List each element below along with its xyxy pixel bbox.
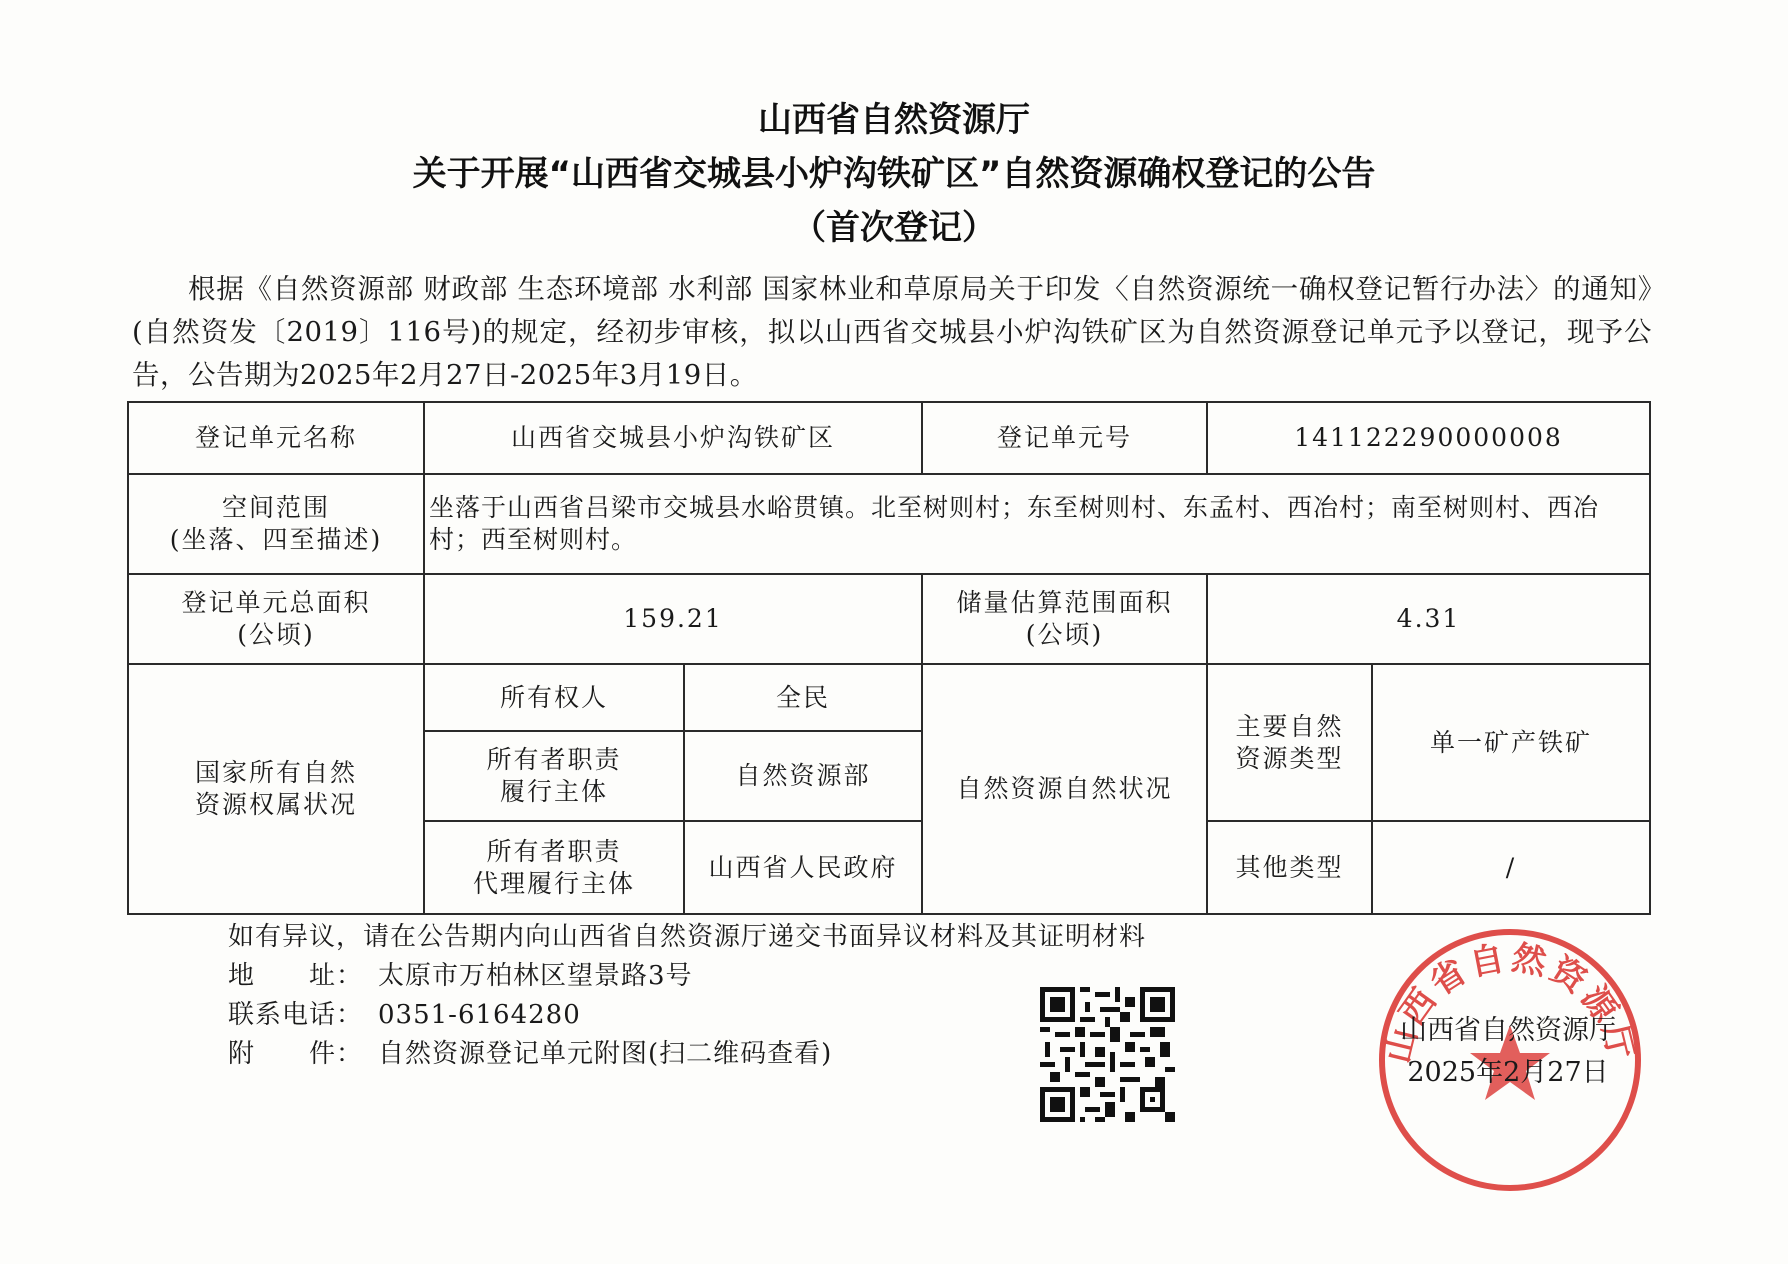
ownership-label-line2: 资源权属状况 <box>194 790 357 819</box>
duty-label-line2: 履行主体 <box>499 777 608 806</box>
phone-value: 0351-6164280 <box>378 1000 581 1030</box>
duty-label-line1: 所有者职责 <box>486 745 622 774</box>
attachment-label: 附 件： <box>228 1039 364 1069</box>
unit-no-label: 登记单元号 <box>922 402 1207 474</box>
area-label <box>128 574 424 664</box>
qr-code-icon[interactable] <box>1040 987 1175 1122</box>
table-row <box>128 664 1650 731</box>
seal-text: 山西省自然资源厅 <box>1378 937 1642 1068</box>
space-desc: 坐落于山西省吕梁市交城县水峪贯镇。北至树则村；东至树则村、东孟村、西冶村；南至树则村、西冶村；西至树则村。 <box>424 474 1650 574</box>
main-type-label <box>1207 664 1372 821</box>
footer-contact <box>228 918 1146 1074</box>
reserve-value: 4.31 <box>1207 574 1650 664</box>
other-type-label: 其他类型 <box>1207 821 1372 914</box>
other-type-value: / <box>1372 821 1650 914</box>
issuer-title: 山西省自然资源厅 <box>758 100 1030 140</box>
signature-date: 2025年2月27日 <box>1407 1057 1609 1088</box>
owner-label: 所有权人 <box>424 664 684 731</box>
duty-value: 自然资源部 <box>684 731 922 821</box>
intro-paragraph: 根据《自然资源部 财政部 生态环境部 水利部 国家林业和草原局关于印发〈自然资源统一确权登记暂行办法〉的通知》(自然资发〔2019〕116号)的规定，经初步审核，拟以山西省交城县小炉沟铁矿区为自然资源登记单元予以登记，现予公告，公告期为2025年2月27日-2025年3月19日。 <box>132 273 1652 391</box>
space-label <box>128 474 424 574</box>
main-type-value: 单一矿产铁矿 <box>1372 664 1650 821</box>
notice-title: 关于开展“山西省交城县小炉沟铁矿区”自然资源确权登记的公告 <box>412 154 1376 194</box>
agent-label <box>424 821 684 914</box>
main-type-label-line1: 主要自然 <box>1235 711 1344 741</box>
attachment-value: 自然资源登记单元附图(扫二维码查看) <box>378 1039 833 1069</box>
area-label-line1: 登记单元总面积 <box>181 588 371 617</box>
signature-org: 山西省自然资源厅 <box>1400 1015 1616 1046</box>
objection-note: 如有异议，请在公告期内向山西省自然资源厅递交书面异议材料及其证明材料 <box>228 922 1147 952</box>
ownership-label <box>128 664 424 914</box>
area-value: 159.21 <box>424 574 922 664</box>
agent-value: 山西省人民政府 <box>684 821 922 914</box>
registration-table <box>127 401 1651 915</box>
reserve-label <box>922 574 1207 664</box>
duty-label <box>424 731 684 821</box>
address-label: 地 址： <box>228 961 364 991</box>
unit-name-label: 登记单元名称 <box>128 402 424 474</box>
attachment-row <box>228 1035 1146 1074</box>
reserve-label-line1: 储量估算范围面积 <box>956 588 1173 617</box>
space-label-line2: (坐落、四至描述) <box>169 525 383 554</box>
space-label-line1: 空间范围 <box>221 493 330 522</box>
notice-subtitle: （首次登记） <box>792 208 996 248</box>
address-row <box>228 957 1146 996</box>
ownership-label-line1: 国家所有自然 <box>194 758 357 787</box>
table-row <box>128 574 1650 664</box>
unit-name-value: 山西省交城县小炉沟铁矿区 <box>424 402 922 474</box>
agent-label-line1: 所有者职责 <box>486 836 622 866</box>
phone-row <box>228 996 1146 1035</box>
phone-label: 联系电话： <box>228 1000 364 1030</box>
address-value: 太原市万柏林区望景路3号 <box>378 961 693 991</box>
table-row <box>128 402 1650 474</box>
owner-value: 全民 <box>684 664 922 731</box>
signature-block <box>1368 1010 1648 1094</box>
unit-no-value: 141122290000008 <box>1207 402 1650 474</box>
table-row <box>128 474 1650 574</box>
agent-label-line2: 代理履行主体 <box>472 868 635 898</box>
reserve-label-line2: (公顷) <box>1025 620 1104 649</box>
main-type-label-line2: 资源类型 <box>1235 743 1344 773</box>
nature-label: 自然资源自然状况 <box>922 664 1207 914</box>
area-label-line2: (公顷) <box>237 620 315 649</box>
